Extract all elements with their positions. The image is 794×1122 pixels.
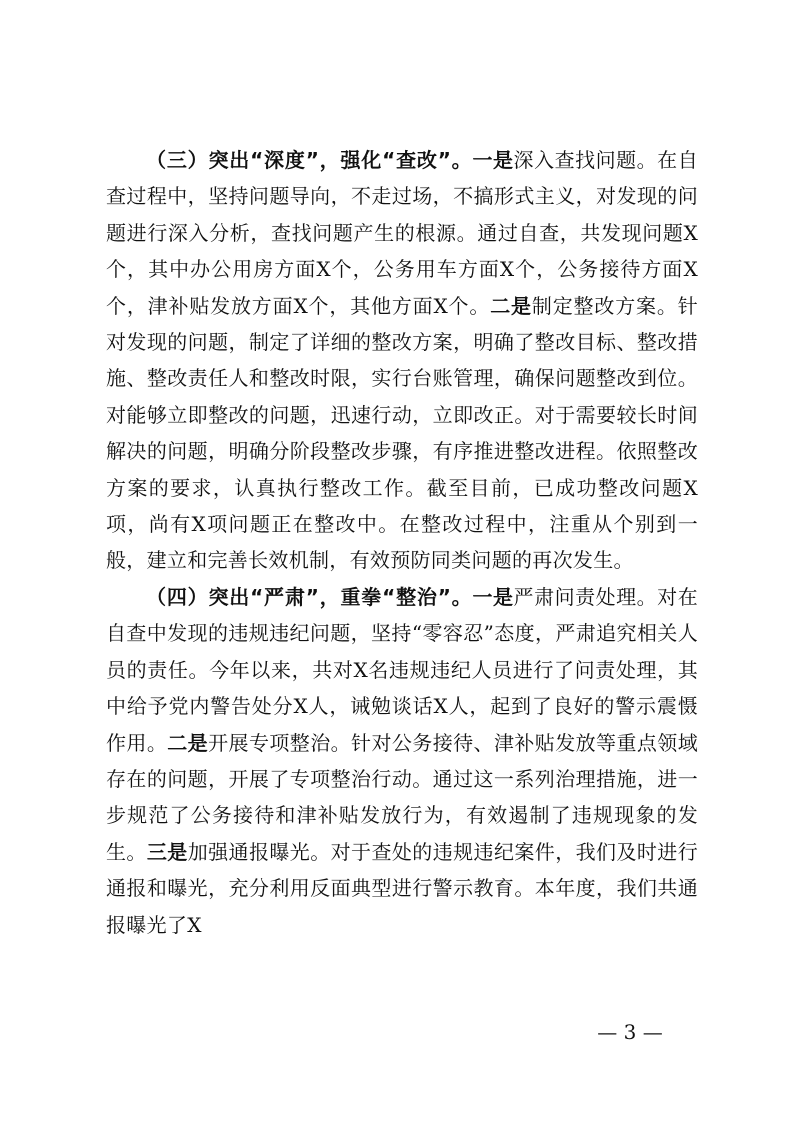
point-marker: 三是 [146, 839, 188, 864]
paragraph-section-4 [106, 579, 698, 943]
page-number: — 3 — [597, 1020, 663, 1044]
section-heading: （四）突出“严肃”，重拳“整治”。 [146, 584, 473, 609]
point-marker: 二是 [490, 293, 532, 318]
point-marker: 二是 [167, 730, 209, 755]
paragraph-text: 制定整改方案。针对发现的问题，制定了详细的整改方案，明确了整改目标、整改措施、整改责任人和整改时限，实行台账管理，确保问题整改到位。对能够立即整改的问题，迅速行动，立即改正。对于需要较长时间解决的问题，明确分阶段整改步骤，有序推进整改进程。依照整改方案的要求，认真执行整改工作。截至目前，已成功整改问题X项，尚有X项问题正在整改中。在整改过程中，注重从个别到一般，建立和完善长效机制，有效预防同类问题的再次发生。 [106, 293, 698, 573]
paragraph-text: 严肃问责处理。对在自查中发现的违规违纪问题，坚持“零容忍”态度，严肃追究相关人员的责任。今年以来，共对X名违规违纪人员进行了问责处理，其中给予党内警告处分X人，诫勉谈话X人，起到了良好的警示震慑作用。 [106, 584, 698, 755]
paragraph-text: 开展专项整治。针对公务接待、津补贴发放等重点领域存在的问题，开展了专项整治行动。通过这一系列治理措施，进一步规范了公务接待和津补贴发放行为，有效遏制了违规现象的发生。 [106, 730, 699, 864]
paragraph-section-3 [106, 142, 698, 579]
section-heading: （三）突出“深度”，强化“查改”。 [146, 148, 473, 172]
point-marker: 一是 [472, 584, 514, 609]
point-marker: 一是 [472, 148, 514, 172]
document-body [106, 142, 698, 943]
paragraph-text: 加强通报曝光。对于查处的违规违纪案件，我们及时进行通报和曝光，充分利用反面典型进行警示教育。本年度，我们共通报曝光了X [106, 839, 698, 937]
paragraph-text: 深入查找问题。在自查过程中，坚持问题导向，不走过场，不搞形式主义，对发现的问题进行深入分析，查找问题产生的根源。通过自查，共发现问题X个，其中办公用房方面X个，公务用车方面X个，公务接待方面X个，津补贴发放方面X个，其他方面X个。 [106, 148, 698, 318]
